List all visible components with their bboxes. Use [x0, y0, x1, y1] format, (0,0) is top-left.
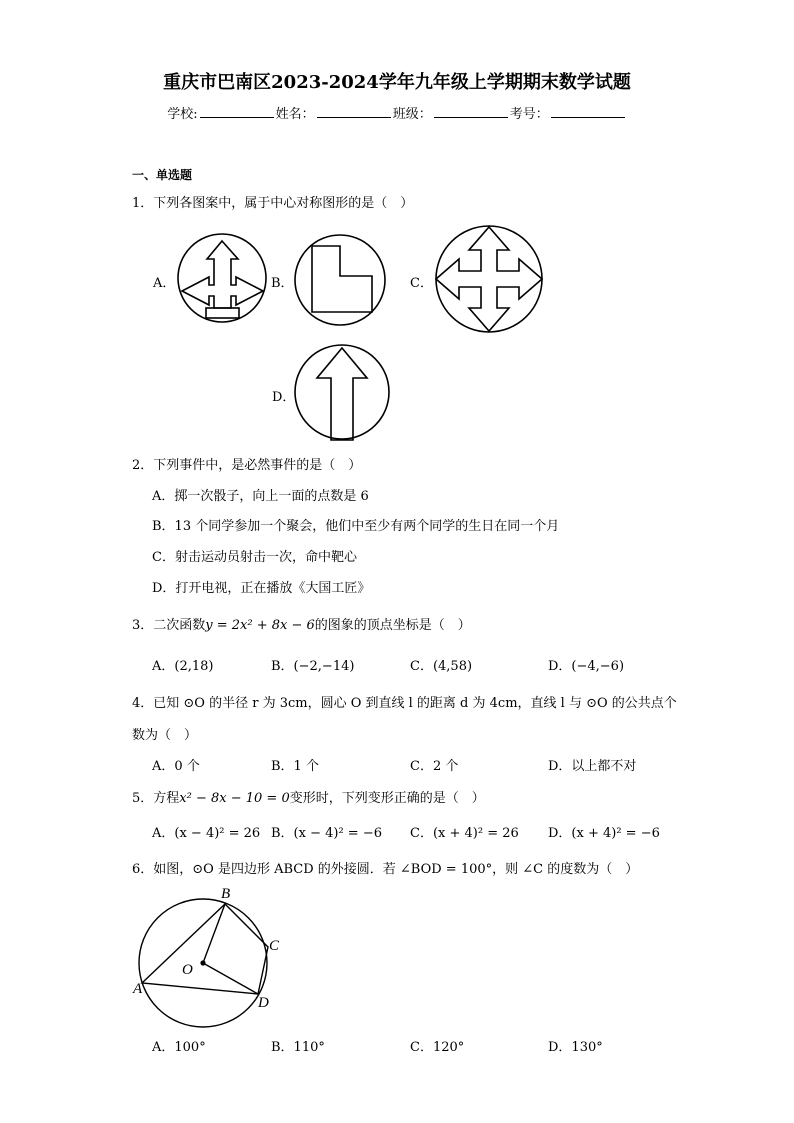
q4-option-b[interactable]: B．1 个 — [271, 759, 319, 774]
q4-option-a[interactable]: A．0 个 — [152, 759, 200, 774]
q3-option-a[interactable]: A．(2,18) — [152, 659, 214, 674]
page-title: 重庆市巴南区2023-2024学年九年级上学期期末数学试题 — [163, 72, 631, 93]
q3-option-d[interactable]: D．(−4,−6) — [548, 659, 625, 674]
q6-label-c: C — [269, 938, 280, 954]
section-title: 一、单选题 — [132, 168, 193, 182]
q3-stem-pre: 3．二次函数 — [132, 618, 206, 633]
name-blank[interactable] — [317, 105, 391, 118]
q6-option-a[interactable]: A．100° — [152, 1040, 206, 1055]
school-blank[interactable] — [200, 105, 274, 118]
id-blank[interactable] — [551, 105, 625, 118]
q5-formula: x² − 8x − 10 = 0 — [179, 791, 290, 806]
q5-stem-post: 变形时，下列变形正确的是（ ） — [289, 791, 485, 806]
q4-stem-line2: 数为（ ） — [132, 728, 198, 743]
q6-circle-figure — [130, 880, 290, 1030]
q5-option-b[interactable]: B．(x − 4)² = −6 — [271, 826, 382, 841]
q2-option-a[interactable]: A．掷一次骰子，向上一面的点数是 6 — [152, 489, 369, 504]
q4-stem-line1: 4．已知 ⊙O 的半径 r 为 3cm，圆心 O 到直线 l 的距离 d 为 4cm，直线 l 与 ⊙O 的公共点个 — [132, 696, 677, 711]
q2-option-c[interactable]: C．射击运动员射击一次，命中靶心 — [152, 550, 357, 565]
q1-label-d: D． — [272, 390, 296, 405]
q5-option-c[interactable]: C．(x + 4)² = 26 — [410, 826, 519, 841]
q1-figure-b — [292, 234, 390, 326]
q6-option-c[interactable]: C．120° — [410, 1040, 465, 1055]
q4-option-d[interactable]: D．以上都不对 — [548, 759, 637, 774]
q6-label-d: D — [258, 995, 269, 1011]
q1-figure-a — [176, 233, 270, 323]
q1-label-b: B． — [271, 276, 294, 291]
q6-option-d[interactable]: D．130° — [548, 1040, 603, 1055]
q1-label-c: C． — [410, 276, 433, 291]
q2-option-b[interactable]: B．13 个同学参加一个聚会，他们中至少有两个同学的生日在同一个月 — [152, 519, 560, 534]
q1-figure-c — [433, 224, 545, 334]
class-blank[interactable] — [434, 105, 508, 118]
q1-label-a: A． — [153, 276, 176, 291]
q6-option-b[interactable]: B．110° — [271, 1040, 325, 1055]
q5-stem — [132, 787, 485, 806]
q2-stem: 2．下列事件中，是必然事件的是（ ） — [132, 458, 362, 473]
class-label: 班级： — [392, 107, 432, 122]
name-label: 姓名： — [275, 107, 315, 122]
q6-label-a: A — [133, 981, 143, 997]
q3-option-c[interactable]: C．(4,58) — [410, 659, 473, 674]
q6-label-o: O — [182, 962, 193, 978]
q5-option-d[interactable]: D．(x + 4)² = −6 — [548, 826, 660, 841]
q3-formula: y = 2x² + 8x − 6 — [205, 618, 315, 633]
q6-stem: 6．如图，⊙O 是四边形 ABCD 的外接圆．若 ∠BOD = 100°，则 ∠C 的度数为（ ） — [132, 862, 639, 877]
q3-stem-post: 的图象的顶点坐标是（ ） — [314, 618, 471, 633]
q5-option-a[interactable]: A．(x − 4)² = 26 — [152, 826, 261, 841]
q3-option-b[interactable]: B．(−2,−14) — [271, 659, 355, 674]
q5-stem-pre: 5．方程 — [132, 791, 180, 806]
q6-label-b: B — [221, 886, 231, 902]
id-label: 考号： — [509, 107, 549, 122]
q3-stem — [132, 614, 471, 633]
school-label: 学校: — [167, 107, 198, 122]
q2-option-d[interactable]: D．打开电视，正在播放《大国工匠》 — [152, 581, 371, 596]
q1-figure-d — [294, 344, 392, 442]
student-info-line — [0, 103, 794, 122]
q1-stem: 1．下列各图案中，属于中心对称图形的是（ ） — [132, 196, 414, 211]
q4-option-c[interactable]: C．2 个 — [410, 759, 459, 774]
